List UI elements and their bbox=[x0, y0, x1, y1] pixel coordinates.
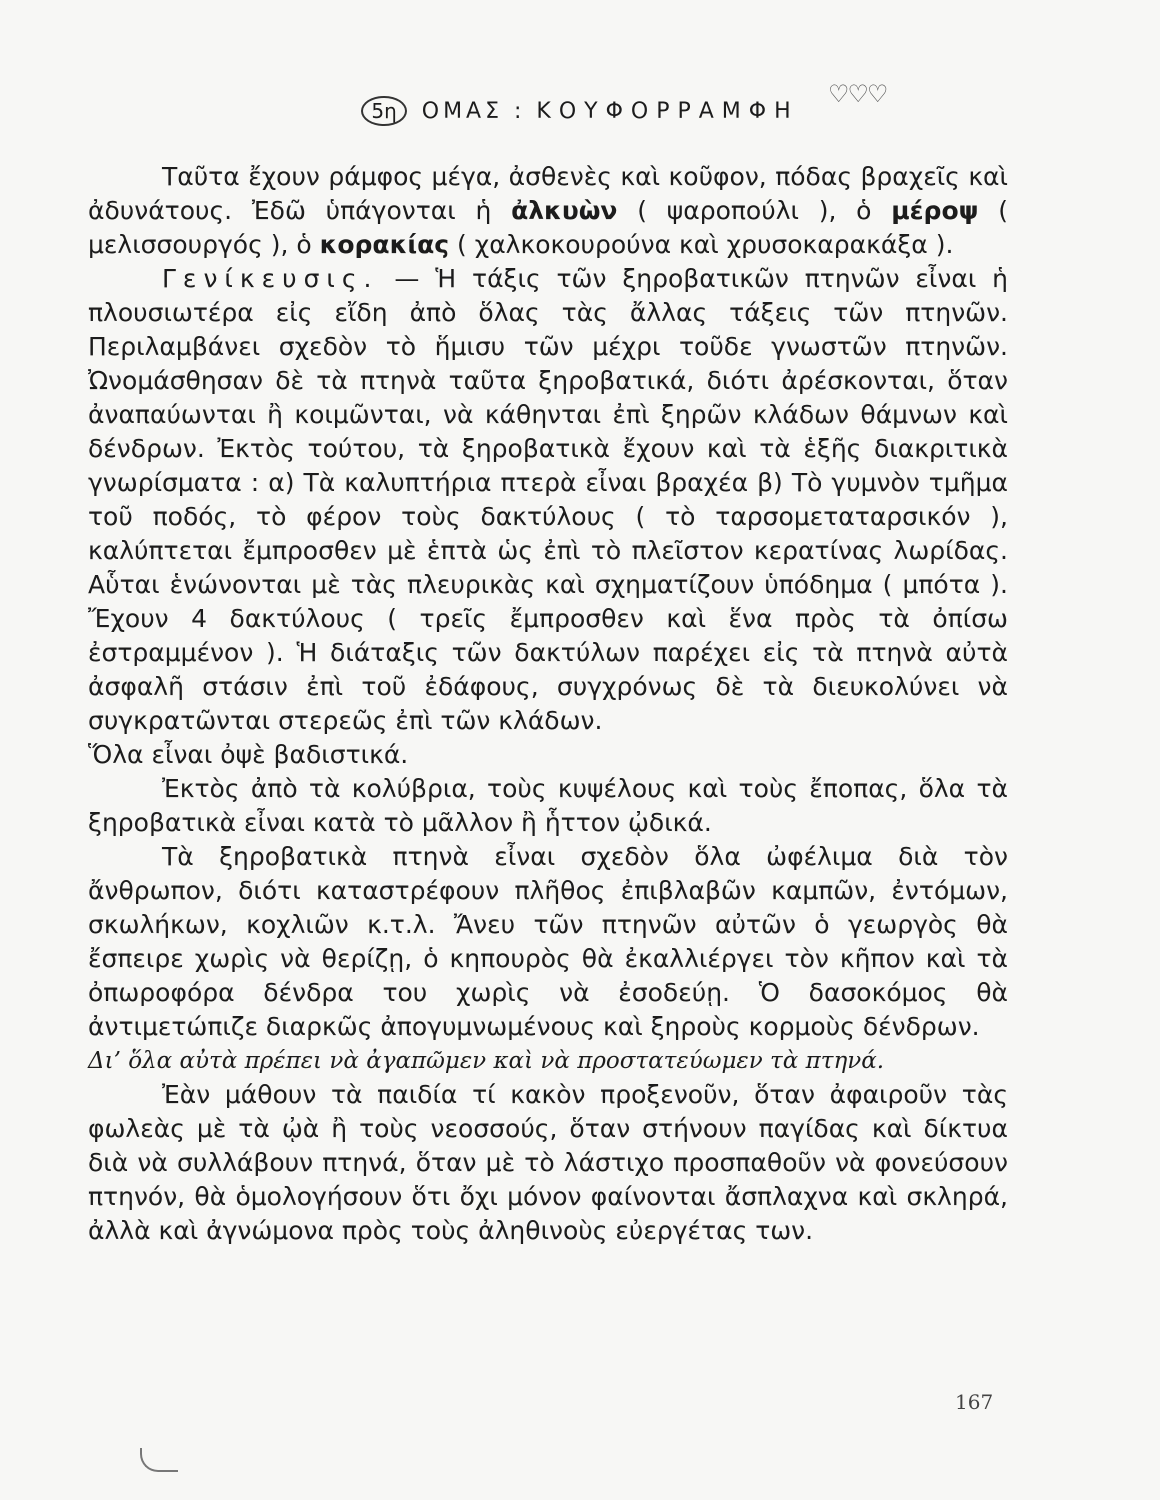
paragraph-moral: Δι’ ὅλα αὐτὰ πρέπει νὰ ἀγαπῶμεν καὶ νὰ προστατεύωμεν τὰ πτηνά. bbox=[88, 1048, 885, 1074]
paragraph-generalization: Γενίκευσις. — Ἡ τάξις τῶν ξηροβατικῶν πτηνῶν εἶναι ἡ πλουσιωτέρα εἰς εἴδη ἀπὸ ὅλας τὰς ἄλλας τάξεις τῶν πτηνῶν. Περιλαμβάνει σχεδὸν τὸ ἥμισυ τῶν μέχρι τοῦδε γνωστῶν πτηνῶν. Ὠνομάσθησαν δὲ τὰ πτηνὰ ταῦτα ξηροβατικά, διότι ἀρέσκονται, ὅταν ἀναπαύωνται ἢ κοιμῶνται, νὰ κάθηνται ἐπὶ ξηρῶν κλάδων θάμνων καὶ δένδρων. Ἐκτὸς τούτου, τὰ ξηροβατικὰ ἔχουν καὶ τὰ ἑξῆς διακριτικὰ γνωρίσματα : α) Τὰ καλυπτήρια πτερὰ εἶναι βραχέα β) Τὸ γυμνὸν τμῆμα τοῦ ποδός, τὸ φέρον τοὺς δακτύλους ( τὸ ταρσομεταταρσικόν ), καλύπτεται ἔμπροσθεν μὲ ἑπτὰ ὡς ἐπὶ τὸ πλεῖστον κερατίνας λωρίδας. Αὗται ἑνώνονται μὲ τὰς πλευρικὰς καὶ σχηματίζουν ὑπόδημα ( μπότα ). Ἔχουν 4 δακτύλους ( τρεῖς ἔμπροσθεν καὶ ἕνα πρὸς τὰ ὀπίσω ἐστραμμένον ). Ἡ διάταξις τῶν δακτύλων παρέχει εἰς τὰ πτηνὰ αὐτὰ ἀσφαλῆ στάσιν ἐπὶ τοῦ ἐδάφους, συγχρόνως δὲ τὰ διευκολύνει νὰ συγκρατῶνται στερεῶς ἐπὶ τῶν κλάδων. bbox=[88, 264, 1008, 735]
page-body bbox=[88, 160, 1008, 1248]
paragraph-songbirds: Ἐκτὸς ἀπὸ τὰ κολύβρια, τοὺς κυψέλους καὶ τοὺς ἔποπας, ὅλα τὰ ξηροβατικὰ εἶναι κατὰ τὸ μᾶλλον ἢ ἧττον ᾠδικά. bbox=[88, 774, 1008, 837]
term-alkyon: ἀλκυὼν bbox=[511, 196, 618, 225]
paragraph-walking: Ὅλα εἶναι ὀψὲ βαδιστικά. bbox=[88, 740, 409, 769]
section-title: ΚΟΥΦΟΡΡΑΜΦΗ bbox=[536, 99, 799, 124]
term-merops: μέροψ bbox=[891, 196, 979, 225]
section-prefix: ΟΜΑΣ : bbox=[421, 99, 526, 124]
generalization-heading: Γενίκευσις. bbox=[162, 264, 379, 293]
paragraph-intro: Ταῦτα ἔχουν ράμφος μέγα, ἀσθενὲς καὶ κοῦφον, πόδας βραχεῖς καὶ ἀδυνάτους. Ἐδῶ ὑπάγονται ἡ ἀλκυὼν ( ψαροπούλι ), ὁ μέροψ ( μελισσουργός ), ὁ κορακίας ( χαλκοκουρούνα καὶ χρυσοκαρακάξα ). bbox=[88, 162, 1009, 259]
section-number: 5η bbox=[361, 96, 406, 126]
term-korakias: κορακίας bbox=[319, 230, 450, 259]
paragraph-children: Ἐὰν μάθουν τὰ παιδία τί κακὸν προξενοῦν, ὅταν ἀφαιροῦν τὰς φωλεὰς μὲ τὰ ᾠὰ ἢ τοὺς νεοσσούς, ὅταν στήνουν παγίδας καὶ δίκτυα διὰ νὰ συλλάβουν πτηνά, ὅταν μὲ τὸ λάστιχο προσπαθοῦν νὰ φονεύσουν πτηνόν, θὰ ὁμολογήσουν ὅτι ὄχι μόνον φαίνονται ἄσπλαχνα καὶ σκληρά, ἀλλὰ καὶ ἀγνώμονα πρὸς τοὺς ἀληθινοὺς εὐεργέτας των. bbox=[88, 1080, 1008, 1245]
hearts-doodle: ♡♡♡ bbox=[828, 80, 887, 108]
page-number: 167 bbox=[955, 1390, 994, 1414]
pencil-mark bbox=[140, 1448, 178, 1472]
paragraph-usefulness: Τὰ ξηροβατικὰ πτηνὰ εἶναι σχεδὸν ὅλα ὠφέλιμα διὰ τὸν ἄνθρωπον, διότι καταστρέφουν πλῆθος ἐπιβλαβῶν καμπῶν, ἐντόμων, σκωλήκων, κοχλιῶν κ.τ.λ. Ἄνευ τῶν πτηνῶν αὐτῶν ὁ γεωργὸς θὰ ἔσπειρε χωρὶς νὰ θερίζῃ, ὁ κηπουρὸς θὰ ἐκαλλιέργει τὸν κῆπον καὶ τὰ ὀπωροφόρα δένδρα του χωρὶς νὰ ἐσοδεύῃ. Ὁ δασοκόμος θὰ ἀντιμετώπιζε διαρκῶς ἀπογυμνωμένους καὶ ξηροὺς κορμοὺς δένδρων. bbox=[88, 842, 1008, 1041]
section-header bbox=[0, 96, 1160, 126]
